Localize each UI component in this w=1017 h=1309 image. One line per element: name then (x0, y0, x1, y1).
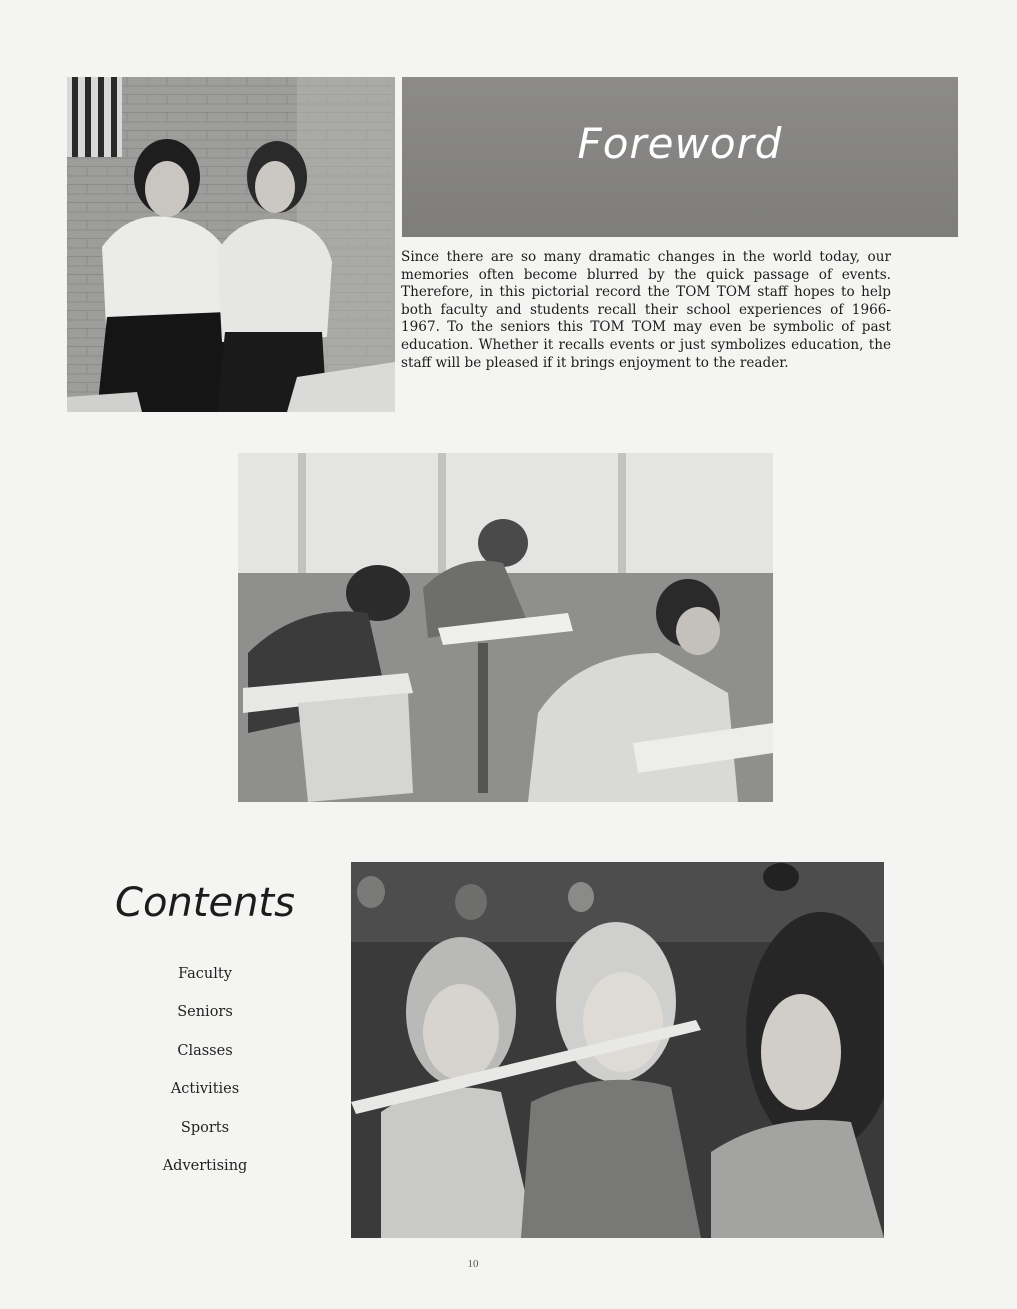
contents-title: Contents (115, 880, 295, 926)
photo-two-girls (67, 77, 395, 412)
foreword-banner (402, 77, 958, 237)
contents-item-faculty: Faculty (178, 966, 232, 982)
contents-item-sports: Sports (180, 1119, 230, 1136)
photo-flute-players (351, 862, 884, 1238)
photo-students-at-desks (238, 453, 773, 802)
contents-item-classes: Classes (177, 1042, 233, 1059)
contents-item-seniors: Seniors (177, 1004, 233, 1021)
contents-item-activities: Activities (170, 1081, 240, 1098)
foreword-title: Foreword (577, 119, 783, 168)
page-number: 10 (467, 1258, 479, 1270)
contents-list (125, 962, 285, 1192)
foreword-paragraph: Since there are so many dramatic changes in the world today, our memories often become blurred by the quick passage of events. Therefore, in this pictorial record the TOM TOM staff hopes to help both faculty and students recall their school experiences of 1966-1967. To the seniors this TOM TOM may even be symbolic of past education. Whether it recalls events or just symbolizes education, the staff will be pleased if it brings enjoyment to the reader. (401, 249, 891, 371)
contents-item-advertising: Advertising (162, 1157, 248, 1174)
